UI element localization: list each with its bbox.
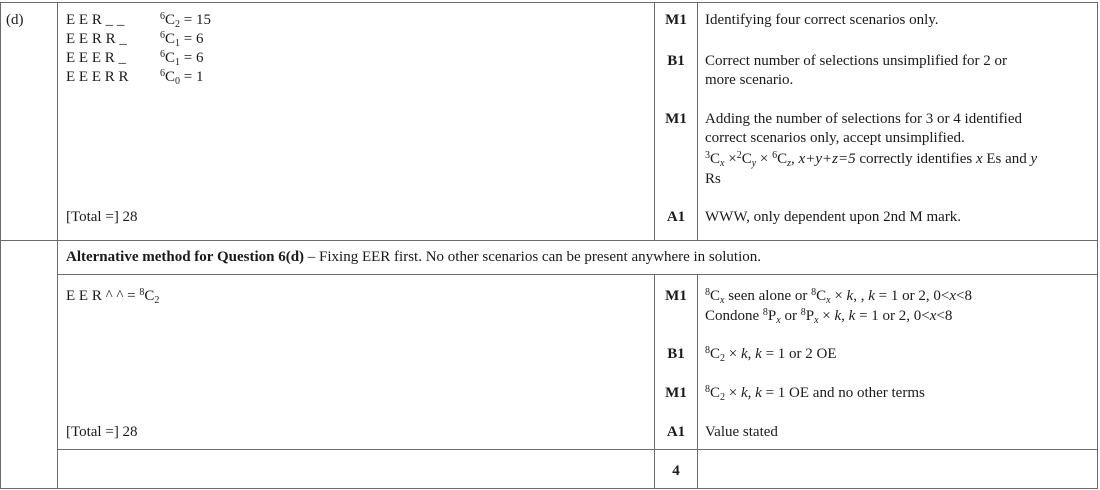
mark-guidance: $^8C_2 \times k$, k = 1 or 2 OE	[705, 345, 837, 364]
mark-code: B1	[667, 346, 685, 362]
row-divider	[57, 274, 1098, 275]
column-divider	[697, 2, 698, 240]
mark-code: A1	[666, 424, 686, 440]
table-border-right	[1097, 2, 1098, 488]
mark-guidance: more scenario.	[705, 72, 794, 88]
mark-code: M1	[665, 385, 687, 401]
table-border-top	[0, 2, 1098, 3]
column-divider	[57, 2, 58, 488]
alternative-method-heading: Alternative method for Question 6(d) – Fixing EER first. No other scenarios can be present anywhere in solution.	[66, 249, 762, 265]
question-part-label: (d)	[6, 12, 24, 28]
mark-guidance: Rs	[705, 171, 721, 187]
scenario: E E R _ _	[66, 12, 125, 28]
alternative-working: E E R ^ ^ = $^8C_2$	[66, 287, 160, 306]
scenario: E E E R _	[66, 50, 126, 66]
mark-guidance: $^8C_2 \times k$, k = 1 OE and no other terms	[705, 384, 925, 403]
mark-guidance: $^8C_x$ seen alone or $^8C_x \times k$, , k = 1 or 2, 0<x<8	[705, 287, 972, 306]
total-answer: [Total =] 28	[66, 424, 138, 440]
column-divider	[654, 274, 655, 488]
table-border-bottom	[0, 488, 1098, 489]
mark-code: A1	[666, 209, 686, 225]
mark-guidance: Adding the number of selections for 3 or 4 identified	[705, 111, 1023, 127]
mark-code: B1	[667, 53, 685, 69]
mark-guidance: correct scenarios only, accept unsimplified.	[705, 130, 965, 146]
combination: $^6C_1 = 6$	[160, 49, 204, 68]
combination: $^6C_1 = 6$	[160, 30, 204, 49]
mark-code: M1	[665, 12, 687, 28]
total-marks: 4	[672, 463, 680, 479]
column-divider	[697, 274, 698, 488]
mark-guidance: Condone $^8P_x$ or $^8P_x \times k$, k = 1 or 2, 0<x<8	[705, 307, 953, 326]
combination: $^6C_2 = 15$	[160, 11, 211, 30]
table-border-left	[0, 2, 1, 488]
row-divider	[57, 449, 1098, 450]
mark-guidance: Value stated	[705, 424, 778, 440]
mark-code: M1	[665, 288, 687, 304]
mark-guidance: Identifying four correct scenarios only.	[705, 12, 939, 28]
total-answer: [Total =] 28	[66, 209, 138, 225]
scenario: E E R R _	[66, 31, 127, 47]
mark-formula: $^3C_x \times^2C_y \times ^6C_z$, x+y+z=5 correctly identifies x Es and y	[705, 150, 1038, 169]
mark-code: M1	[665, 111, 687, 127]
combination: $^6C_0 = 1$	[160, 68, 204, 87]
row-divider	[0, 240, 1098, 241]
mark-guidance: Correct number of selections unsimplified for 2 or	[705, 53, 1008, 69]
scenario: E E E R R	[66, 69, 129, 85]
mark-guidance: WWW, only dependent upon 2nd M mark.	[705, 209, 962, 225]
